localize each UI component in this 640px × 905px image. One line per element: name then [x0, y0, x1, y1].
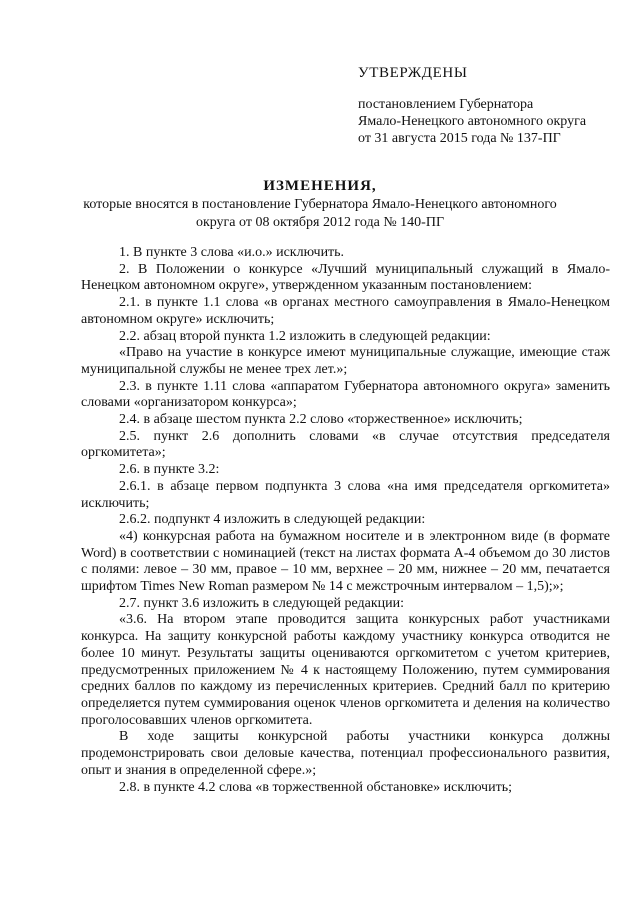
approval-line: от 31 августа 2015 года № 137-ПГ: [358, 131, 561, 146]
approval-line: постановлением Губернатора: [358, 97, 534, 112]
document-subtitle-line: которые вносятся в постановление Губернатора Ямало-Ненецкого автономного: [83, 197, 557, 212]
paragraph: 2.3. в пункте 1.11 слова «аппаратом Губернатора автономного округа» заменить словами «организатором конкурса»;: [81, 378, 610, 411]
paragraph: 2.1. в пункте 1.1 слова «в органах местного самоуправления в Ямало-Ненецком автономном округе» исключить;: [81, 295, 610, 327]
paragraph: В ходе защиты конкурсной работы участники конкурса должны продемонстрировать свои деловые качества, потенциал профессионального развития, опыт и знания в определенной сфере.»;: [81, 729, 610, 778]
approval-line: Ямало-Ненецкого автономного округа: [358, 114, 587, 129]
paragraph: 1. В пункте 3 слова «и.о.» исключить.: [119, 245, 345, 260]
document-heading: [60, 177, 580, 231]
paragraph: 2.7. пункт 3.6 изложить в следующей редакции:: [119, 595, 404, 611]
paragraph: 2.6. в пункте 3.2:: [119, 462, 220, 478]
paragraph: «Право на участие в конкурсе имеют муниципальные служащие, имеющие стаж муниципальной службы не менее трех лет.»;: [81, 345, 610, 377]
approval-block: [358, 64, 618, 147]
document-title: ИЗМЕНЕНИЯ,: [263, 178, 377, 194]
paragraph: 2.6.2. подпункт 4 изложить в следующей редакции:: [119, 512, 426, 528]
paragraph: 2.8. в пункте 4.2 слова «в торжественной обстановке» исключить;: [119, 779, 512, 795]
paragraph: 2.2. абзац второй пункта 1.2 изложить в следующей редакции:: [119, 328, 491, 344]
document-body: [81, 245, 610, 796]
paragraph: «3.6. На втором этапе проводится защита конкурсных работ участниками конкурса. На защиту конкурсной работы каждому участнику конкурса отводится не более 10 минут. Результаты защиты оцениваются оргкомитетом с учетом критериев, предусмотренных приложением № 4 к настоящему Положению, путем суммирования средних баллов по каждому из перечисленных критериев. Средний балл по критерию определяется путем суммирования оценок членов оргкомитета и деления на количество проголосовавших членов оргкомитета.: [81, 612, 610, 728]
paragraph: «4) конкурсная работа на бумажном носителе и в электронном виде (в формате Word) в соответствии с номинацией (текст на листах формата А-4 объемом до 30 листов с полями: левое – 30 мм, правое – 10 мм, верхнее – 20 мм, нижнее – 20 мм, печатается шрифтом Times New Roman размером № 14 с межстрочным интервалом – 1,5);»;: [81, 528, 610, 595]
paragraph: 2.4. в абзаце шестом пункта 2.2 слово «торжественное» исключить;: [119, 412, 523, 428]
document-subtitle-line: округа от 08 октября 2012 года № 140-ПГ: [195, 215, 445, 230]
approval-title: УТВЕРЖДЕНЫ: [358, 65, 468, 81]
paragraph: 2. В Положении о конкурсе «Лучший муниципальный служащий в Ямало-Ненецком автономном округе», утвержденном указанным постановлением:: [81, 261, 610, 294]
paragraph: 2.6.1. в абзаце первом подпункта 3 слова «на имя председателя оргкомитета» исключить;: [81, 478, 610, 511]
paragraph: 2.5. пункт 2.6 дополнить словами «в случае отсутствия председателя оргкомитета»;: [81, 428, 610, 461]
